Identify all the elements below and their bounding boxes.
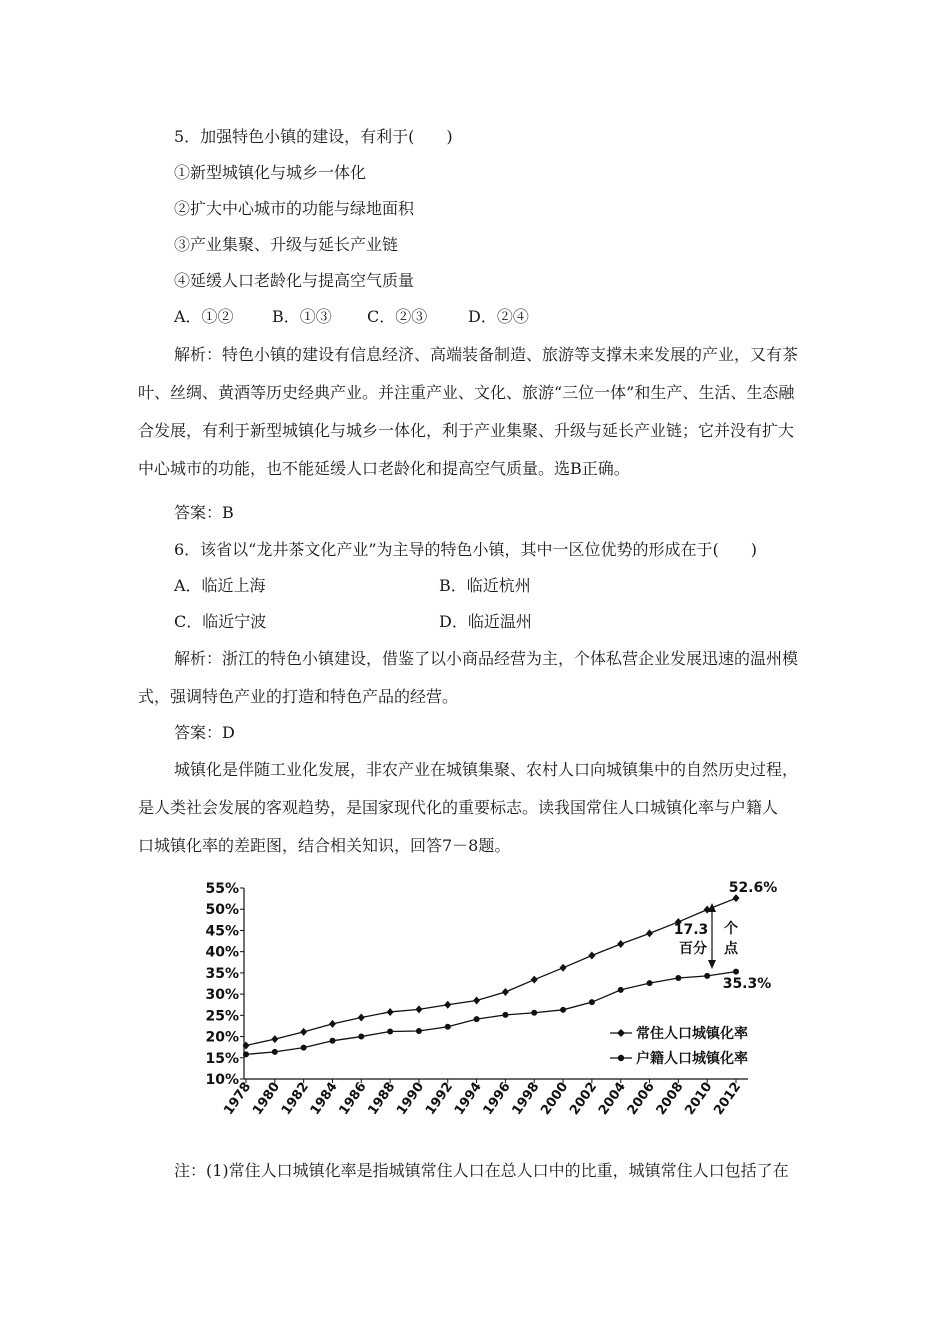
- y-tick-label: 20%: [205, 1029, 239, 1046]
- data-point: [272, 1049, 278, 1055]
- data-point: [473, 996, 480, 1004]
- data-point: [445, 1024, 451, 1030]
- y-tick-label: 55%: [205, 881, 239, 897]
- data-point: [415, 1005, 422, 1013]
- x-tick-label: 1982: [278, 1079, 312, 1118]
- x-tick-group: [221, 1079, 744, 1118]
- q5-option-c: C．②③: [367, 307, 428, 326]
- x-tick-label: 2006: [624, 1079, 658, 1118]
- gap-word-label: 百分: [679, 941, 707, 957]
- x-tick-label: 2000: [538, 1079, 572, 1118]
- gap-char-label: 个: [724, 921, 738, 937]
- data-point: [329, 1020, 336, 1028]
- data-point: [300, 1028, 307, 1036]
- x-tick-label: 1980: [250, 1079, 284, 1118]
- data-point: [329, 1038, 335, 1044]
- data-point: [560, 964, 567, 972]
- q5-analysis-line: 解析：特色小镇的建设有信息经济、高端装备制造、旅游等支撑未来发展的产业，又有茶: [174, 345, 799, 364]
- data-point: [617, 940, 624, 948]
- data-point: [675, 975, 681, 981]
- data-point: [502, 1012, 508, 1018]
- q6-stem: 6．该省以“龙井茶文化产业”为主导的特色小镇，其中一区位优势的形成在于( ): [174, 540, 758, 559]
- data-point: [588, 951, 595, 959]
- intro-line: 城镇化是伴随工业化发展，非农产业在城镇集聚、农村人口向城镇集中的自然历史过程，: [174, 760, 799, 779]
- data-point: [358, 1034, 364, 1040]
- x-tick-label: 1984: [307, 1079, 341, 1118]
- gap-char-label: 点: [724, 941, 738, 957]
- q5-option-b: B．①③: [272, 307, 332, 326]
- x-tick-label: 1978: [221, 1079, 255, 1118]
- q6-option-c: C．临近宁波: [174, 612, 267, 631]
- data-point: [243, 1051, 249, 1057]
- x-tick-label: 1988: [365, 1079, 399, 1118]
- x-tick-label: 1994: [451, 1079, 485, 1118]
- q5-item-2: ②扩大中心城市的功能与绿地面积: [174, 199, 415, 218]
- y-tick-label: 25%: [205, 1008, 239, 1025]
- data-point: [531, 976, 538, 984]
- urbanization-chart: [196, 872, 796, 1132]
- legend-label: 户籍人口城镇化率: [636, 1051, 748, 1067]
- q6-option-b: B．临近杭州: [439, 576, 531, 595]
- q6-analysis-line: 式，强调特色产业的打造和特色产品的经营。: [138, 687, 459, 706]
- q5-analysis-line: 叶、丝绸、黄酒等历史经典产业。并注重产业、文化、旅游“三位一体”和生产、生活、生态融: [138, 383, 795, 402]
- y-tick-group: [205, 881, 244, 1088]
- data-point: [618, 987, 624, 993]
- x-tick-label: 2012: [711, 1079, 745, 1118]
- x-tick-label: 1992: [422, 1079, 457, 1118]
- data-point: [647, 980, 653, 986]
- y-tick-label: 40%: [205, 944, 239, 961]
- data-point: [301, 1045, 307, 1051]
- data-point: [387, 1028, 393, 1034]
- q6-option-d: D．临近温州: [439, 612, 532, 631]
- data-point: [416, 1028, 422, 1034]
- y-tick-label: 45%: [205, 923, 239, 940]
- x-tick-label: 1990: [394, 1079, 428, 1118]
- x-tick-label: 1998: [509, 1079, 543, 1118]
- q5-item-3: ③产业集聚、升级与延长产业链: [174, 235, 399, 254]
- note-line: 注：(1)常住人口城镇化率是指城镇常住人口在总人口中的比重，城镇常住人口包括了在: [174, 1161, 789, 1180]
- data-point: [502, 988, 509, 996]
- intro-line: 是人类社会发展的客观趋势，是国家现代化的重要标志。读我国常住人口城镇化率与户籍人: [138, 798, 779, 817]
- data-point: [733, 969, 739, 975]
- q6-answer: 答案：D: [174, 723, 235, 742]
- legend-label: 常住人口城镇化率: [636, 1026, 748, 1042]
- y-tick-label: 15%: [205, 1050, 239, 1067]
- data-point: [531, 1010, 537, 1016]
- data-point: [589, 999, 595, 1005]
- data-point: [704, 973, 710, 979]
- data-point: [358, 1013, 365, 1021]
- series-line-1: [246, 898, 736, 1045]
- q5-item-4: ④延缓人口老龄化与提高空气质量: [174, 271, 415, 290]
- q5-analysis-line: 合发展，有利于新型城镇化与城乡一体化，利于产业集聚、升级与延长产业链；它并没有扩大: [138, 421, 795, 440]
- x-tick-label: 2004: [595, 1079, 629, 1118]
- data-point: [474, 1016, 480, 1022]
- y-tick-label: 35%: [205, 965, 239, 982]
- data-point: [560, 1007, 566, 1013]
- q5-stem: 5．加强特色小镇的建设，有利于( ): [174, 127, 453, 146]
- q5-item-1: ①新型城镇化与城乡一体化: [174, 163, 367, 182]
- q5-option-d: D．②④: [468, 307, 529, 326]
- intro-line: 口城镇化率的差距图，结合相关知识，回答7－8题。: [138, 836, 511, 855]
- q5-option-a: A．①②: [174, 307, 234, 326]
- y-tick-label: 10%: [205, 1072, 239, 1088]
- data-point: [646, 929, 653, 937]
- x-tick-label: 1986: [336, 1079, 370, 1118]
- data-point: [444, 1001, 451, 1009]
- x-tick-label: 2008: [653, 1079, 687, 1118]
- gap-number-label: 17.3: [673, 922, 709, 938]
- legend: [610, 1025, 748, 1067]
- q5-answer: 答案：B: [174, 503, 234, 522]
- x-tick-label: 1996: [480, 1079, 514, 1118]
- y-tick-label: 50%: [205, 902, 239, 919]
- gap-arrow: [708, 903, 716, 969]
- x-tick-label: 2010: [682, 1079, 716, 1118]
- x-tick-label: 2002: [567, 1079, 601, 1118]
- q5-analysis-line: 中心城市的功能，也不能延缓人口老龄化和提高空气质量。选B正确。: [138, 459, 630, 478]
- q6-analysis-line: 解析：浙江的特色小镇建设，借鉴了以小商品经营为主，个体私营企业发展迅速的温州模: [174, 649, 799, 668]
- data-point: [387, 1008, 394, 1016]
- bottom-value-label: 35.3%: [722, 976, 772, 992]
- q6-option-a: A．临近上海: [174, 576, 266, 595]
- top-value-label: 52.6%: [728, 880, 778, 896]
- data-point: [271, 1035, 278, 1043]
- y-tick-label: 30%: [205, 987, 239, 1004]
